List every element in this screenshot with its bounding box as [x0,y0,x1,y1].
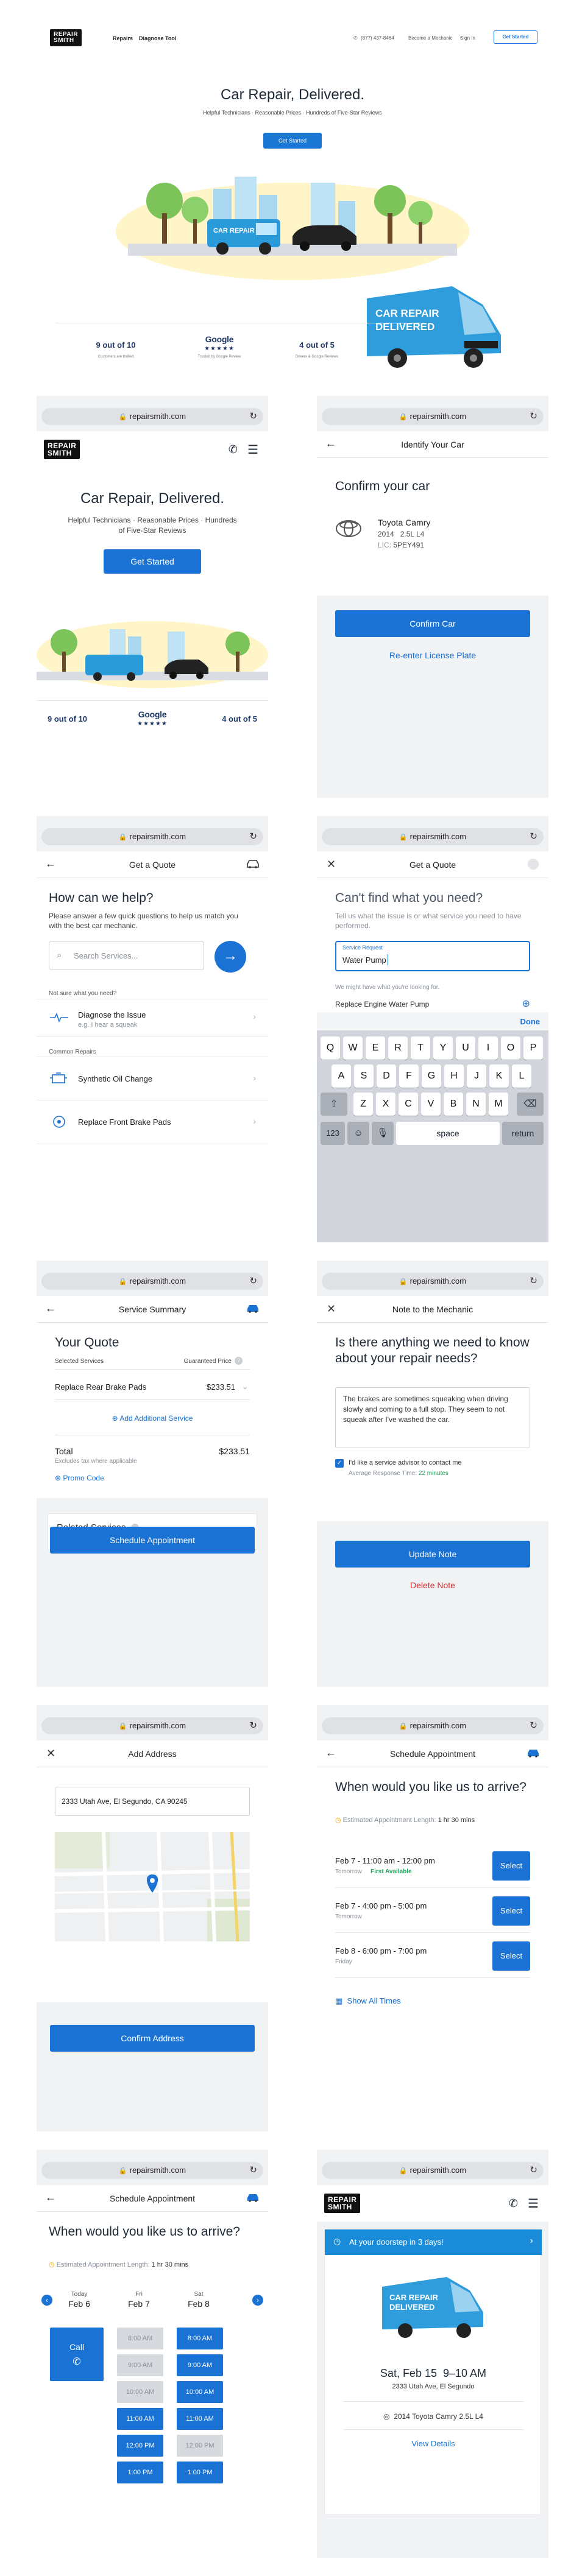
browser-bar [317,396,548,431]
slot-time: Feb 7 - 11:00 am - 12:00 pm [335,1856,435,1865]
google-stars: ★★★★★ [137,720,168,727]
search-submit-button[interactable]: → [214,941,246,973]
lock-icon: 🔒 [118,834,127,841]
service-line-name: Replace Rear Brake Pads [55,1382,147,1392]
arrival-banner[interactable]: ◷ At your doorstep in 3 days! › [325,2229,542,2255]
screen-title: Get a Quote [409,860,456,870]
toyota-logo-icon [335,519,362,538]
key-o[interactable]: O [501,1036,520,1060]
url-bar[interactable]: 🔒 repairsmith.com ↻ [322,828,544,845]
close-icon[interactable]: ✕ [327,858,336,870]
note-textarea[interactable]: The brakes are sometimes squeaking when driving slowly and coming to a full stop. They seem to not squeak after I've washed the car. [335,1387,530,1448]
nav-repairs[interactable]: Repairs [113,35,133,41]
reload-icon[interactable]: ↻ [249,2165,257,2175]
view-details-link[interactable]: View Details [411,2439,455,2448]
hero-get-started-button[interactable]: Get Started [263,133,322,149]
brake-icon [50,1115,68,1128]
screen-title: Schedule Appointment [109,2194,196,2203]
car-icon[interactable] [246,859,260,868]
prev-days-icon[interactable]: ‹ [41,2295,52,2306]
sign-in-link[interactable]: Sign In [460,35,475,41]
day-column-header[interactable]: Fri Feb 7 [128,2291,150,2309]
delete-note-link[interactable]: Delete Note [410,1580,455,1590]
van-lettering: CAR REPAIR [213,227,255,234]
search-icon: ⌕ [57,950,62,960]
select-slot-button[interactable]: Select [492,1851,530,1881]
time-slot [335,1941,530,1978]
back-arrow-icon[interactable]: ← [45,2191,56,2203]
url-bar[interactable]: 🔒 repairsmith.com ↻ [41,2162,263,2179]
reload-icon[interactable]: ↻ [249,831,257,842]
page-title: When would you like us to arrive? [49,2225,240,2239]
screen-title: Add Address [128,1749,177,1759]
lock-icon: 🔒 [118,2167,127,2175]
lock-icon: 🔒 [399,2167,408,2175]
appointment-address: 2333 Utah Ave, El Segundo [392,2383,475,2390]
service-line-price: $233.51 [207,1382,235,1392]
show-all-times-link[interactable]: ▦ Show All Times [335,1996,401,2005]
reload-icon[interactable]: ↻ [530,831,537,842]
reload-icon[interactable]: ↻ [249,411,257,421]
clock-icon: ◷ [333,2236,341,2246]
key-f[interactable]: F [399,1065,419,1088]
chevron-right-icon: › [253,1012,256,1021]
repair-item-brake-pads[interactable]: Replace Front Brake Pads › [37,1100,268,1144]
key-c[interactable]: C [399,1093,418,1116]
phone-icon: ✆ [73,2357,81,2367]
screen-header [37,851,268,878]
keyboard-done-button[interactable]: Done [520,1017,540,1026]
slot-time: Feb 8 - 6:00 pm - 7:00 pm [335,1946,427,1955]
time-slot-button[interactable]: 8:00 AM [177,2328,223,2349]
car-icon[interactable] [246,2192,260,2202]
slot-day: Tomorrow [335,1913,362,1920]
page-title: How can we help? [49,891,154,905]
screen-header [317,1740,548,1767]
lock-icon: 🔒 [399,834,408,841]
key-h[interactable]: H [444,1065,464,1088]
screen-home-mobile [37,396,268,798]
contact-checkbox-label: I'd like a service advisor to contact me [349,1459,462,1466]
logo[interactable]: REPAIR SMITH [50,29,82,46]
shift-key[interactable]: ⇧ [321,1093,347,1116]
search-services-input[interactable]: ⌕ Search Services... [49,941,204,970]
hero-title: Car Repair, Delivered. [220,86,365,103]
nav-diagnose-tool[interactable]: Diagnose Tool [139,35,177,41]
hero-subtitle: Helpful Technicians · Reasonable Prices · Hundreds of Five-Star Reviews [203,110,382,116]
address-input[interactable]: 2333 Utah Ave, El Segundo, CA 90245 [55,1787,250,1816]
schedule-appointment-button[interactable]: Schedule Appointment [50,1527,255,1554]
lock-icon: 🔒 [118,1723,127,1730]
back-arrow-icon[interactable]: ← [325,437,336,449]
screen-identify-car: 🔒 repairsmith.com ↻ ← Identify Your Car Confirm your car Toyota Camry 2014 2.5L L4 LIC: 5PEY491 Confirm Car Re-enter License Plate [317,396,548,798]
mobile-nav [317,2185,548,2222]
call-button[interactable]: Call ✆ [50,2328,104,2381]
key-p[interactable]: P [523,1036,543,1060]
url-bar[interactable]: 🔒 repairsmith.com ↻ [41,408,263,425]
screen-schedule-grid: 🔒 repairsmith.com ↻ ← Schedule Appointment When would you like us to arrive? ◷ Estimated Appointment Length: 1 hr 30 mins ‹ › Today Feb 6 Fri Feb 7 Sat Feb 8 Call ✆ 8:00 AM 9:00 AM 10:00 AM 11:00 AM 12:00 PM 1:00 PM 8:00 AM 9:00 AM 10:00 AM 11:00 AM 12:00 PM 1:00 PM [37,2150,268,2558]
page-description: Tell us what the issue is or what service you need to have performed. [335,912,522,930]
page-title: Your Quote [55,1336,119,1350]
key-123[interactable]: 123 [321,1122,345,1145]
time-slot-button[interactable]: 1:00 PM [177,2462,223,2483]
stats-bar: 9 out of 10 Customers are thrilled Google ★★★★★ Trusted by Google Review 4 out of 5 Drivers & Google Reviews [55,323,420,371]
info-icon[interactable]: ? [235,1357,243,1365]
not-sure-label: Not sure what you need? [49,990,117,997]
screen-header [317,1296,548,1323]
browser-bar [37,1705,268,1740]
add-suggestion-icon[interactable]: ⊕ [522,999,530,1009]
reload-icon[interactable]: ↻ [249,1276,257,1286]
time-slot-button[interactable]: 11:00 AM [177,2408,223,2430]
key-g[interactable]: G [422,1065,441,1088]
tax-note: Excludes tax where applicable [55,1458,137,1465]
plus-circle-icon: ⊕ [112,1414,118,1423]
time-slot-button: 12:00 PM [177,2435,223,2457]
key-u[interactable]: U [456,1036,475,1060]
map-view[interactable] [55,1832,250,1941]
license-plate: 5PEY491 [393,541,425,549]
day-column-header[interactable]: Today Feb 6 [68,2291,90,2309]
google-logo: Google [138,709,167,719]
ios-keyboard [317,1012,548,1242]
screen-header [317,851,548,878]
common-repairs-label: Common Repairs [49,1049,96,1055]
page-title: Is there anything we need to know about your repair needs? [335,1336,530,1365]
key-a[interactable]: A [332,1065,351,1088]
add-service-link[interactable]: ⊕ Add Additional Service [112,1414,193,1423]
phone-number[interactable]: (877) 437-8464 [361,35,394,41]
svg-text:DELIVERED: DELIVERED [375,321,435,333]
col-price: Guaranteed Price [183,1358,232,1365]
stat-rating: 4 out of 5 [222,714,257,723]
confirm-car-button[interactable]: Confirm Car [335,610,530,637]
svg-text:CAR REPAIR: CAR REPAIR [389,2293,438,2302]
chevron-right-icon: › [530,2236,533,2246]
reload-icon[interactable]: ↻ [530,1720,537,1731]
reload-icon[interactable]: ↻ [530,411,537,421]
key-j[interactable]: J [467,1065,486,1088]
update-note-button[interactable]: Update Note [335,1541,530,1568]
stat-thrilled: 9 out of 10 [96,340,136,350]
clock-icon: ◷ [335,1817,341,1824]
reload-icon[interactable]: ↻ [249,1720,257,1731]
browser-bar [37,1261,268,1296]
screen-title: Note to the Mechanic [392,1304,473,1314]
key-e[interactable]: E [366,1036,385,1060]
logo[interactable]: REPAIR SMITH [324,2194,360,2213]
select-slot-button[interactable]: Select [492,1941,530,1971]
browser-bar [317,1261,548,1296]
promo-code-link[interactable]: ⊕ Promo Code [55,1474,104,1482]
screen-schedule-list: 🔒 repairsmith.com ↻ ← Schedule Appointment When would you like us to arrive? ◷ Estimated Appointment Length: 1 hr 30 mins Feb 7 - 11:00 am - 12:00 pm Tomorrow First Available Select Feb 7 - 4:00 pm - 5:00 pm Tomorrow Select Feb 8 - 6:00 pm - 7:00 pm Friday Select ▦ Show All Times [317,1705,548,2131]
car-icon[interactable] [526,1748,540,1758]
service-request-input[interactable]: Service Request Water Pump [335,941,530,971]
stat-rating: 4 out of 5 [299,340,335,350]
lock-icon: 🔒 [399,1278,408,1286]
reload-icon[interactable]: ↻ [530,2165,537,2175]
time-slot-button: 10:00 AM [117,2381,163,2403]
browser-bar [317,816,548,851]
phone-icon[interactable]: ✆ [228,443,238,456]
key-r[interactable]: R [388,1036,408,1060]
pulse-icon [50,1013,68,1022]
calendar-icon: ▦ [335,1996,343,2005]
browser-bar [317,2150,548,2185]
screen-title: Get a Quote [129,860,176,870]
url-bar[interactable]: 🔒 repairsmith.com ↻ [41,1273,263,1290]
key-y[interactable]: Y [433,1036,453,1060]
browser-bar [37,396,268,431]
key-x[interactable]: X [376,1093,395,1116]
browser-bar [37,2150,268,2185]
backspace-key[interactable]: ⌫ [517,1093,544,1116]
url-bar[interactable]: 🔒 repairsmith.com ↻ [322,408,544,425]
lock-icon: 🔒 [118,413,127,421]
stats-bar [37,700,268,737]
repair-item-oil-change[interactable]: Synthetic Oil Change › [37,1057,268,1100]
screen-get-quote [37,816,268,1242]
time-slot-button: 9:00 AM [117,2354,163,2376]
google-logo: Google [205,334,234,344]
back-arrow-icon[interactable]: ← [45,1302,56,1314]
space-key[interactable]: space [396,1122,500,1145]
logo[interactable]: REPAIR SMITH [44,440,80,459]
total-price: $233.51 [219,1446,250,1456]
clock-icon: ◷ [49,2261,55,2268]
url-bar[interactable]: 🔒 repairsmith.com ↻ [41,1717,263,1734]
reload-icon[interactable]: ↻ [530,1276,537,1286]
google-stars: ★★★★★ [204,345,235,352]
page-title: When would you like us to arrive? [335,1780,526,1794]
contact-checkbox[interactable]: ✓ [335,1459,344,1468]
screen-title: Schedule Appointment [389,1749,476,1759]
url-bar[interactable]: 🔒 repairsmith.com ↻ [41,828,263,845]
menu-icon[interactable]: ☰ [247,443,258,457]
help-icon[interactable] [528,859,539,870]
phone-icon: ✆ [353,35,358,41]
van-illustration [378,2272,488,2339]
url-bar[interactable]: 🔒 repairsmith.com ↻ [322,1273,544,1290]
close-icon[interactable]: ✕ [327,1303,336,1315]
screen-note-mechanic: 🔒 repairsmith.com ↻ ✕ Note to the Mechanic Is there anything we need to know about your repair needs? The brakes are sometimes squeaking when driving slowly and coming to a full stop. They seem to not squeak after I've washed the car. ✓ I'd like a service advisor to contact me Average Response Time: 22 minutes Update Note Delete Note [317,1261,548,1687]
next-days-icon[interactable]: › [252,2295,263,2306]
key-t[interactable]: T [411,1036,430,1060]
col-services: Selected Services [55,1358,104,1365]
appointment-card [324,2229,541,2515]
car-trim: 2.5L L4 [400,530,425,538]
chevron-right-icon: › [253,1073,256,1083]
url-bar[interactable]: 🔒 repairsmith.com ↻ [322,1717,544,1734]
time-slot-button[interactable]: 12:00 PM [117,2435,163,2457]
lock-icon: 🔒 [118,1278,127,1286]
appointment-date: Sat, Feb 15 [380,2367,437,2379]
time-slot-button: 8:00 AM [117,2328,163,2349]
hero-illustration [110,158,475,280]
key-q[interactable]: Q [321,1036,340,1060]
mobile-nav [37,431,268,468]
time-slot-button[interactable]: 1:00 PM [117,2462,163,2483]
slot-day: Tomorrow [335,1868,362,1875]
car-icon[interactable] [246,1303,260,1313]
chevron-down-icon[interactable]: ⌄ [241,1381,249,1391]
stat-thrilled: 9 out of 10 [48,714,88,723]
hint-text: We might have what you're looking for. [335,984,440,991]
car-name: Toyota Camry [378,518,431,527]
screen-confirmation [317,2150,548,2558]
key-s[interactable]: S [354,1065,374,1088]
menu-icon[interactable]: ☰ [528,2197,539,2211]
screen-header [37,1296,268,1323]
first-available-badge: First Available [370,1868,412,1875]
page-title: Can't find what you need? [335,891,483,905]
browser-bar [317,1705,548,1740]
key-k[interactable]: K [489,1065,509,1088]
lock-icon: 🔒 [399,1723,408,1730]
diagnose-issue-item[interactable]: Diagnose the Issue e.g. I hear a squeak › [37,999,268,1036]
hero-subtitle: Helpful Technicians · Reasonable Prices · Hundreds of Five-Star Reviews [68,516,237,535]
screen-header [37,1740,268,1767]
car-year: 2014 [378,530,394,538]
key-n[interactable]: N [466,1093,486,1116]
plus-circle-icon: ⊕ [55,1474,62,1482]
screen-service-summary [37,1261,268,1687]
svg-text:CAR REPAIR: CAR REPAIR [375,308,439,319]
day-column-header[interactable]: Sat Feb 8 [188,2291,210,2309]
total-label: Total [55,1446,73,1456]
chevron-right-icon: › [253,1116,256,1126]
hero-illustration [37,618,268,691]
time-slot-button[interactable]: 11:00 AM [117,2408,163,2430]
time-slot [335,1896,530,1933]
slot-time: Feb 7 - 4:00 pm - 5:00 pm [335,1901,427,1910]
browser-bar [37,816,268,851]
back-arrow-icon[interactable]: ← [325,1747,336,1759]
key-l[interactable]: L [512,1065,531,1088]
screen-add-address [37,1705,268,2131]
key-m[interactable]: M [489,1093,508,1116]
svg-text:DELIVERED: DELIVERED [389,2303,435,2312]
mic-key[interactable]: 🎙 [372,1122,394,1145]
screen-service-search [317,816,548,1242]
back-arrow-icon[interactable]: ← [45,857,56,870]
time-slot [335,1851,530,1888]
key-i[interactable]: I [478,1036,498,1060]
slot-day: Friday [335,1958,352,1965]
key-d[interactable]: D [377,1065,396,1088]
desktop-homepage [37,18,548,384]
appointment-time: 9–10 AM [443,2367,487,2379]
reenter-plate-link[interactable]: Re-enter License Plate [389,650,477,660]
screen-header [37,2185,268,2212]
get-started-button[interactable]: Get Started [104,549,201,574]
close-icon[interactable]: ✕ [46,1747,56,1759]
page-title: Confirm your car [335,479,430,493]
screen-header [317,431,548,458]
phone-icon[interactable]: ✆ [508,2197,518,2209]
response-time: 22 minutes [418,1470,448,1477]
page-description: Please answer a few quick questions to help us match you with the best car mechanic. [49,912,238,930]
appointment-car: 2014 Toyota Camry 2.5L L4 [394,2412,483,2421]
confirm-address-button[interactable]: Confirm Address [50,2025,255,2052]
desktop-nav [37,18,548,55]
emoji-key[interactable]: ☺ [347,1122,369,1145]
engine-icon [50,1072,68,1085]
lock-icon: 🔒 [399,413,408,421]
time-slot-button[interactable]: 9:00 AM [177,2354,223,2376]
key-b[interactable]: B [444,1093,463,1116]
nav-get-started-button[interactable]: Get Started [494,30,537,44]
key-z[interactable]: Z [353,1093,373,1116]
toyota-logo-icon: ◎ [383,2412,390,2421]
become-mechanic-link[interactable]: Become a Mechanic [408,35,453,41]
key-v[interactable]: V [421,1093,441,1116]
hero-title: Car Repair, Delivered. [80,490,225,507]
screen-title: Service Summary [118,1304,186,1314]
key-w[interactable]: W [343,1036,363,1060]
return-key[interactable]: return [502,1122,544,1145]
suggestion-item[interactable]: Replace Engine Water Pump [335,1000,430,1008]
select-slot-button[interactable]: Select [492,1896,530,1926]
time-slot-button[interactable]: 10:00 AM [177,2381,223,2403]
url-bar[interactable]: 🔒 repairsmith.com ↻ [322,2162,544,2179]
screen-title: Identify Your Car [401,440,464,449]
